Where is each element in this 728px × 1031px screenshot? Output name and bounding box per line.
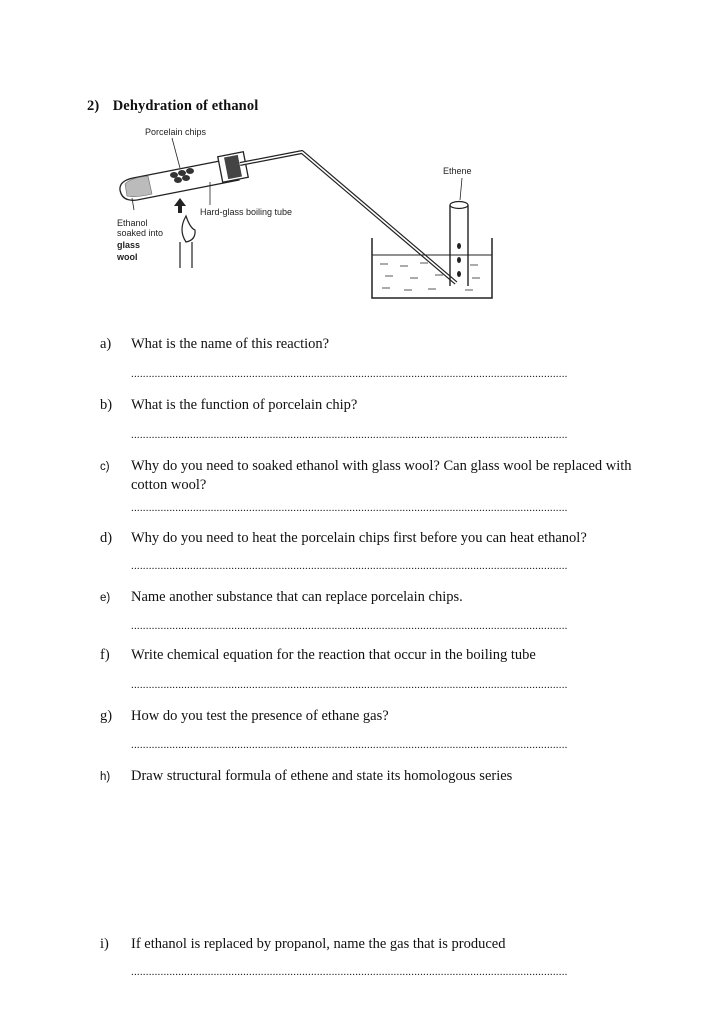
ethanol-label-1: Ethanol <box>117 218 148 228</box>
question-label: i) <box>100 936 109 952</box>
answer-line[interactable]: .................................................................................................................................................... <box>131 560 568 572</box>
question-text: What is the name of this reaction? <box>131 336 330 352</box>
question-label: b) <box>100 397 113 413</box>
section-title: Dehydration of ethanol <box>112 98 259 114</box>
question-label: e) <box>100 592 111 604</box>
answer-line[interactable]: .................................................................................................................................................... <box>131 679 568 691</box>
question-label: d) <box>100 530 113 546</box>
question-d <box>100 529 660 548</box>
answer-line[interactable]: .................................................................................................................................................... <box>131 966 568 978</box>
question-text: Why do you need to heat the porcelain chips first before you can heat ethanol? <box>131 530 587 546</box>
question-label: c) <box>100 461 110 473</box>
question-e <box>100 588 660 607</box>
answer-line[interactable]: .................................................................................................................................................... <box>131 368 568 380</box>
question-i <box>100 935 660 954</box>
question-label: h) <box>100 771 111 783</box>
question-a <box>100 335 660 354</box>
ethanol-label-2: soaked into <box>117 228 164 238</box>
answer-line[interactable]: .................................................................................................................................................... <box>131 429 568 441</box>
question-b <box>100 396 660 415</box>
question-text: What is the function of porcelain chip? <box>131 397 358 413</box>
bunsen-flame <box>180 216 195 268</box>
question-text: If ethanol is replaced by propanol, name the gas that is produced <box>131 936 506 952</box>
question-text: Draw structural formula of ethene and state its homologous series <box>131 768 513 784</box>
question-c <box>100 457 660 495</box>
question-f <box>100 646 660 665</box>
answer-line[interactable]: .................................................................................................................................................... <box>131 620 568 632</box>
question-h <box>100 767 660 786</box>
heat-arrow-icon <box>174 198 186 213</box>
answer-line[interactable]: .................................................................................................................................................... <box>131 502 568 514</box>
question-text: How do you test the presence of ethane gas? <box>131 708 389 724</box>
question-label: g) <box>100 708 113 724</box>
porcelain-chips-label: Porcelain chips <box>145 127 207 137</box>
question-label: f) <box>100 647 110 663</box>
ethanol-label-4: wool <box>117 252 138 262</box>
question-text: Write chemical equation for the reaction that occur in the boiling tube <box>131 647 536 663</box>
question-label: a) <box>100 336 112 352</box>
ethene-label: Ethene <box>443 166 472 176</box>
question-g <box>100 707 660 726</box>
question-text: Why do you need to soaked ethanol with glass wool? Can glass wool be replaced with cotton wool? <box>131 458 632 493</box>
answer-line[interactable]: .................................................................................................................................................... <box>131 739 568 751</box>
section-heading <box>87 98 258 115</box>
gas-collection-tube <box>450 202 468 287</box>
question-text: Name another substance that can replace porcelain chips. <box>131 589 463 605</box>
ethanol-label-3: glass <box>117 240 141 250</box>
rubber-stopper <box>218 152 248 182</box>
water-trough <box>372 238 492 298</box>
apparatus-diagram <box>100 120 500 310</box>
boiling-tube-label: Hard-glass boiling tube <box>200 207 293 217</box>
section-number: 2) <box>87 98 100 114</box>
